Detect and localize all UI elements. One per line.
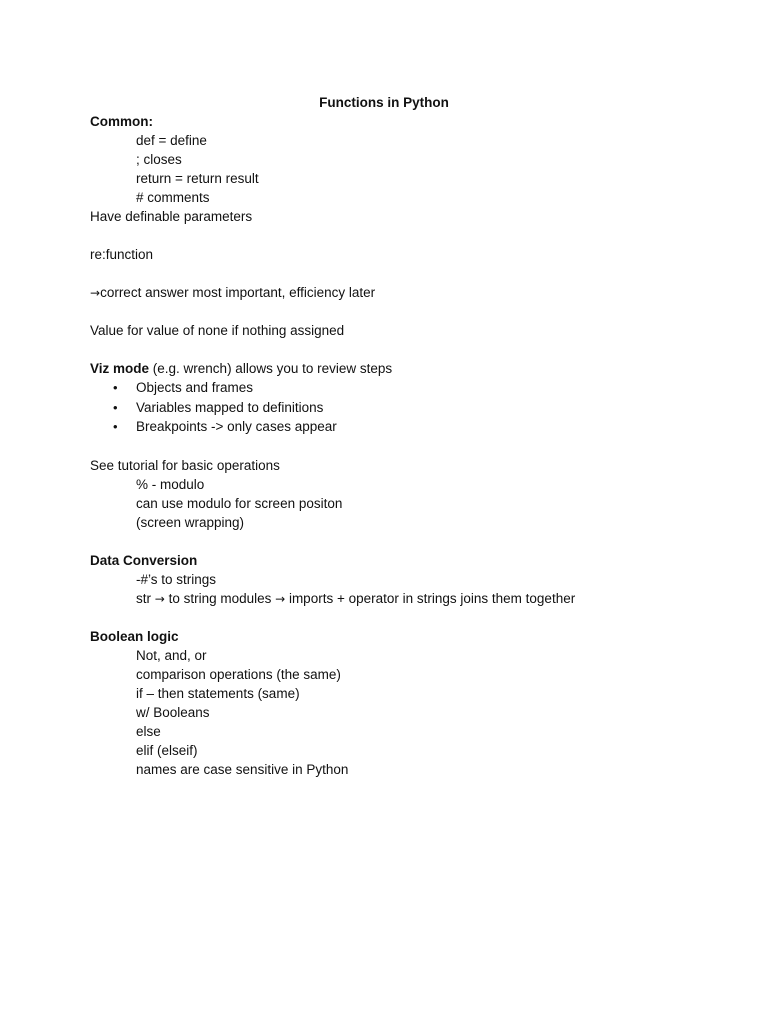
right-arrow-icon: → [90, 286, 101, 300]
viz-mode-line: Viz mode (e.g. wrench) allows you to review steps [90, 361, 393, 376]
data-conversion-heading: Data Conversion [90, 552, 198, 568]
boolean-item: comparison operations (the same) [136, 666, 341, 682]
bullet-icon: • [113, 419, 118, 434]
list-item: • Objects and frames [90, 378, 730, 398]
boolean-item: Not, and, or [136, 647, 207, 663]
right-arrow-icon: → [154, 591, 165, 606]
list-item: • Breakpoints -> only cases appear [90, 417, 730, 437]
common-item: return = return result [136, 171, 259, 186]
list-item: • Variables mapped to definitions [90, 398, 730, 418]
common-item: def = define [136, 133, 207, 148]
bullet-icon: • [113, 399, 118, 415]
tutorial-heading: See tutorial for basic operations [90, 457, 280, 473]
document-body [90, 112, 730, 779]
boolean-item: elif (elseif) [136, 742, 198, 758]
boolean-heading: Boolean logic [90, 628, 179, 644]
boolean-item: if – then statements (same) [136, 685, 300, 701]
data-conversion-item: -#’s to strings [136, 571, 217, 587]
tutorial-item: can use modulo for screen positon [136, 495, 343, 511]
common-item: ; closes [136, 152, 182, 167]
boolean-item: w/ Booleans [136, 704, 210, 720]
tutorial-item: (screen wrapping) [136, 514, 245, 530]
right-arrow-icon: → [275, 591, 286, 606]
boolean-item: else [136, 723, 161, 739]
refunction-line: re:function [90, 247, 154, 262]
common-heading: Common: [90, 114, 153, 129]
common-item: # comments [136, 190, 210, 205]
tutorial-item: % - modulo [136, 476, 205, 492]
correct-answer-line: →correct answer most important, efficiency later [90, 285, 376, 300]
boolean-item: names are case sensitive in Python [136, 761, 349, 777]
data-conversion-item: str → to string modules → imports + operator in strings joins them together [136, 590, 576, 606]
document-title: Functions in Python [319, 95, 449, 110]
bullet-icon: • [113, 380, 118, 395]
value-none-line: Value for value of none if nothing assigned [90, 323, 345, 338]
params-line: Have definable parameters [90, 209, 253, 224]
